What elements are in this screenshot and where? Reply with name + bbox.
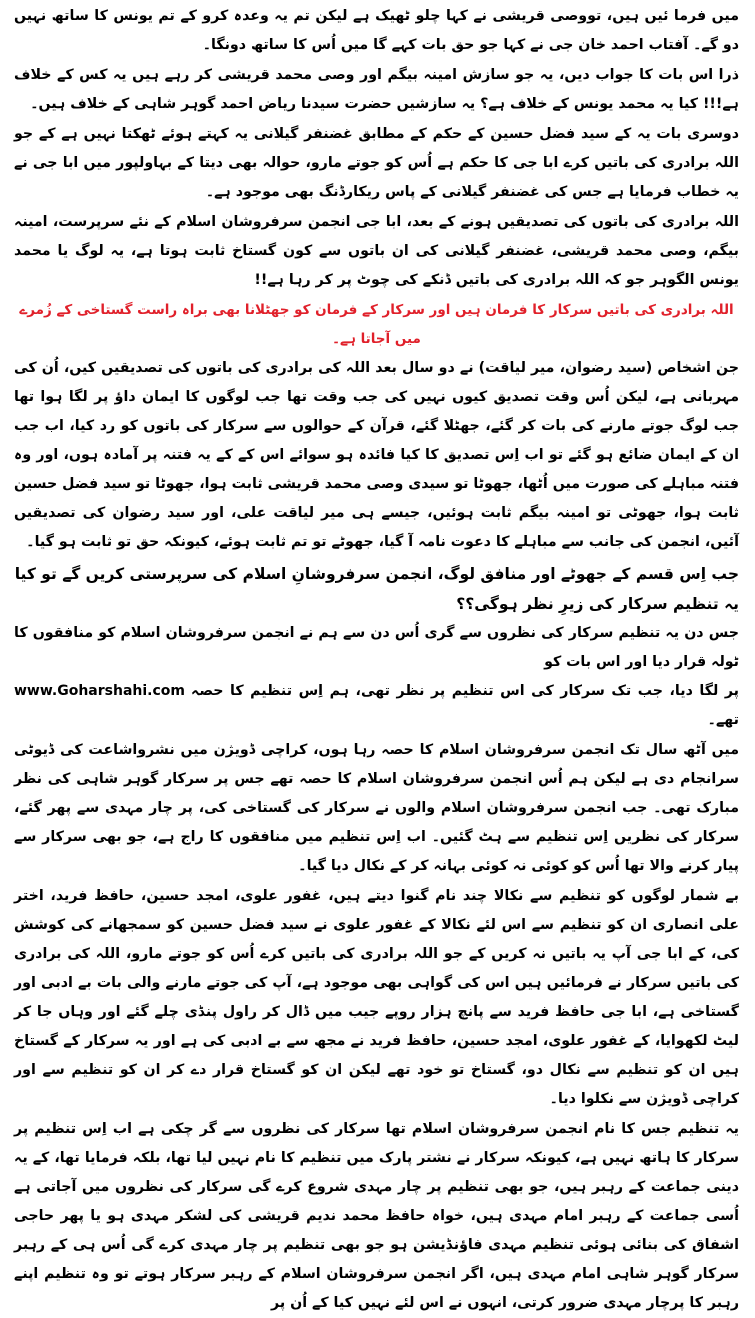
paragraph-3: دوسری بات یہ کے سید فضل حسین کے حکم کے مطابق غضنفر گیلانی یہ کہتے ہوئے ٹھکتا نہیں ہے کے جو اللہ برادری کی باتیں کرے ابا جی کا حکم ہے اُس کو جوتے مارو، حوالہ بھی دیتا کے بہاولپور میں ابا جی نے یہ خطاب فرمایا ہے جس کی غضنفر گیلانی کے پاس ریکارڈنگ بھی موجود ہے۔	[14, 126, 739, 200]
paragraph-4: اللہ برادری کی باتوں کی تصدیقیں ہونے کے بعد، ابا جی انجمن سرفروشان اسلام کے نئے سرپرست، امینہ بیگم، وصی محمد قریشی، غضنفر گیلانی کی ان باتوں سے کون گستاخ ثابت ہوتا ہے، یہ لوگ یا محمد یونس الگوہر جو کہ اللہ برادری کی باتیں ڈنکے کی چوٹ پر کر رہا ہے!!	[14, 214, 739, 288]
paragraph-6: جن اشخاص (سید رضوان، میر لیاقت) نے دو سال بعد اللہ کی برادری کی باتوں کی تصدیقیں کیں، اُن کی مہربانی ہے، لیکن اُس وقت تصدیق کیوں نہیں کی جب وقت تھا جب لوگوں کا ایمان داؤ پر لگا ہوا تھا جب لوگ جوتے مارنے کی بات کر گئے، جھٹلا گئے، قرآن کے حوالوں سے سرکار کی باتوں کو رد کیا، اب جب ان کے ایمان ضائع ہو گئے تو اب اِس تصدیق کا کیا فائدہ ہو سوائے اس کے کے یہ فتنہ پر آمادہ ہوں، اور وہ فتنہ مباہلے کی صورت میں اُٹھا، جھوٹا تو سیدی وصی محمد قریشی ثابت ہوا، جھوٹا تو سید فضل حسین ثابت ہوا، جھوٹی تو امینہ بیگم ثابت ہوئیں، جیسے ہی میر لیاقت علی، اور سید رضوان کی تصدیقیں آئیں، انجمن کی جانب سے مباہلے کا دعوت نامہ آ گیا، جھوٹے تو تم ثابت ہوئے، کیونکہ حق تو ثابت ہو گیا۔	[14, 360, 739, 550]
paragraph-1: میں فرما ئیں ہیں، تووصی قریشی نے کہا چلو ٹھیک ہے لیکن تم یہ وعدہ کرو کے تم یونس کا ساتھ نہیں دو گے۔ آفتاب احمد خان جی نے کہا جو حق بات کہے گا میں اُس کا ساتھ دونگا۔	[14, 8, 739, 53]
paragraph-9: بے شمار لوگوں کو تنظیم سے نکالا چند نام گنوا دیتے ہیں، غفور علوی، امجد حسین، حافظ فرید، اختر علی انصاری ان کو تنظیم سے اس لئے نکالا کے غفور علوی نے سید فضل حسین کو سمجھانے کی کوشش کی، کے ابا جی آپ یہ باتیں نہ کریں کے جو اللہ برادری کی باتیں کرے اُس کو جوتے مارو، اللہ کی برادری کی باتیں سرکار نے فرمائیں ہیں اس کی گواہی بھی موجود ہے، آپ کی جوتے مارنے والی بات بے ادبی اور گستاخی ہے، ابا جی حافظ فرید سے پانچ ہزار روپے جیب میں ڈال کر راول پنڈی چلے گئے اور وہاں جا کر لیٹ لکھوایا، کے غفور علوی، امجد حسین، حافظ فرید نے مجھ سے بے ادبی کی ہے اور یہ سرکار کے گستاخ ہیں ان کو تنظیم سے نکال دو، گستاخ تو خود تھے لیکن ان کو گستاخ قرار دے کر ان کو تنظیم سے اور کراچی ڈویژن سے نکلوا دیا۔	[14, 888, 739, 1107]
paragraph-7-continuation: پر لگا دیا، جب تک سرکار کی اس تنظیم پر نظر تھی، ہم اِس تنظیم کا حصہ تھے۔	[191, 683, 739, 728]
section-heading: جب اِس قسم کے جھوٹے اور منافق لوگ، انجمن سرفروشانِ اسلام کی سرپرستی کریں گے تو کیا یہ تنظیم سرکار کی زیرِ نظر ہوگی؟؟	[14, 565, 739, 613]
paragraph-10: یہ تنظیم جس کا نام انجمن سرفروشان اسلام تھا سرکار کی نظروں سے گر چکی ہے اب اِس تنظیم پر سرکار کا ہاتھ نہیں ہے، کیونکہ سرکار نے نشتر پارک میں تنظیم کا نام نہیں لیا تھا، بلکہ فرمایا تھا، کے یہ دینی جماعت کے رہبر ہیں، جو بھی تنظیم پر چار مہدی شروع کرے گی سرکار کی نظروں میں آجاتی ہے اُسی جماعت کے رہبر امام مہدی ہیں، خواہ حافظ محمد ندیم قریشی کی لشکر مہدی ہو یا پھر حاجی اشفاق کی بنائی ہوئی تنظیم مہدی فاؤنڈیشن ہو جو بھی تنظیم پر چار مہدی کرے گی اُس ہی کے رہبر سرکار گوہر شاہی امام مہدی ہیں، اگر انجمن سرفروشان اسلام کے رہبر سرکار ہوتے تو وہ تنظیم اپنے رہبر کا پرچار مہدی ضرور کرتی، انہوں نے اس لئے نہیں کیا کے اُن پر	[14, 1121, 739, 1311]
paragraph-2: ذرا اس بات کا جواب دیں، یہ جو سازش امینہ بیگم اور وصی محمد قریشی کر رہے ہیں یہ کس کے خلاف ہے!!! کیا یہ محمد یونس کے خلاف ہے؟ یہ سازشیں حضرت سیدنا ریاض احمد گوہر شاہی کے خلاف ہیں۔	[14, 67, 739, 112]
website-link[interactable]: www.Goharshahi.com	[14, 683, 185, 699]
paragraph-7: جس دن یہ تنظیم سرکار کی نظروں سے گری اُس دن سے ہم نے انجمن سرفروشان اسلام کو منافقوں کا ٹولہ قرار دیا اور اس بات کو	[14, 625, 739, 670]
paragraph-7-url-line	[14, 677, 739, 735]
highlighted-statement: اللہ برادری کی باتیں سرکار کا فرمان ہیں اور سرکار کے فرمان کو جھٹلانا بھی براہ راست گستاخی کے زُمرے میں آجاتا ہے۔	[19, 302, 734, 347]
paragraph-8: میں آٹھ سال تک انجمن سرفروشان اسلام کا حصہ رہا ہوں، کراچی ڈویژن میں نشرواشاعت کی ڈیوٹی سرانجام دی ہے لیکن ہم اُس انجمن سرفروشان اسلام کا حصہ تھے جس پر سرکار گوہر شاہی کی نظر مبارک تھی۔ جب انجمن سرفروشان اسلام والوں نے سرکار کی گستاخی کی، پر چار مہدی سے پھر گئے، سرکار کی نظریں اِس تنظیم سے ہٹ گئیں۔ اب اِس تنظیم میں منافقوں کا راج ہے، جو بھی سرکار سے پیار کرنے والا تھا اُس کو کوئی نہ کوئی بہانہ کر کے نکال دیا گیا۔	[14, 742, 739, 874]
